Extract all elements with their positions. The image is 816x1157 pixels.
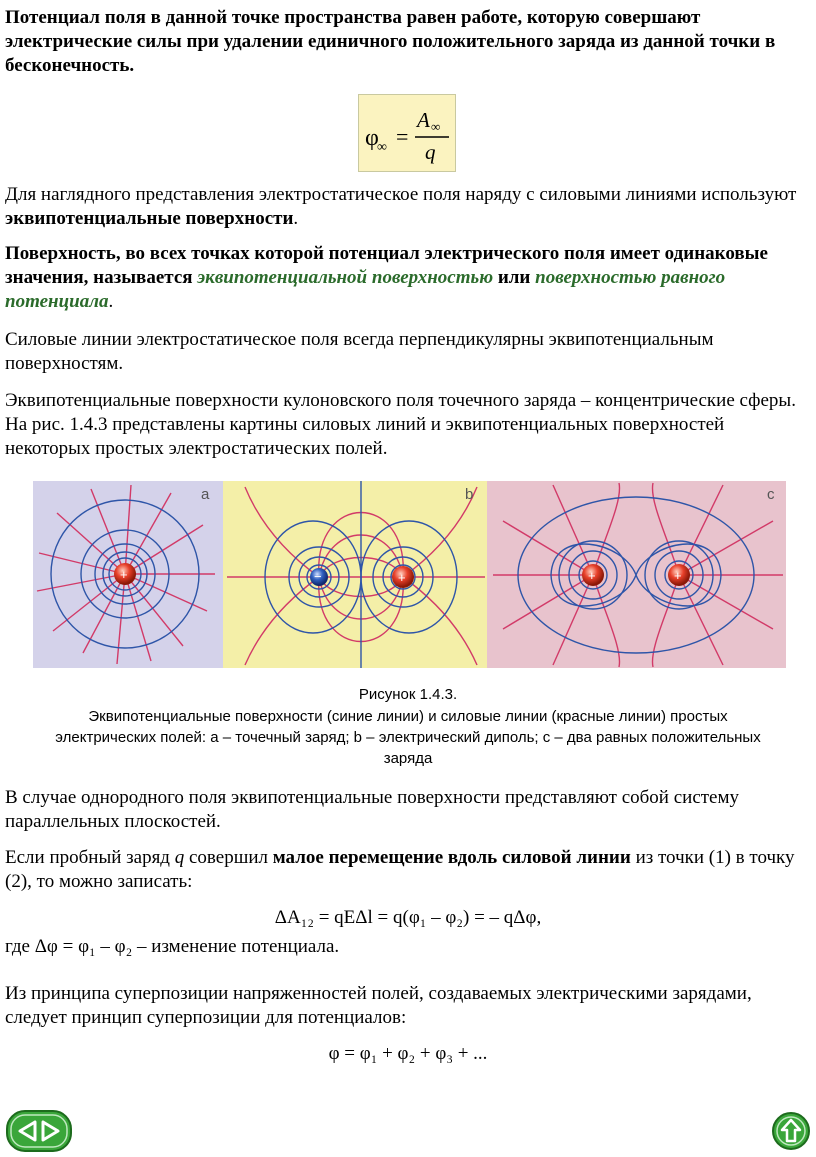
up-button[interactable] <box>771 1111 811 1156</box>
work-formula: ΔA₁₂ = qEΔl = q(φ₁ – φ₂) = – qΔφ, <box>274 907 542 928</box>
panel-c-charge1-sign: + <box>588 568 596 583</box>
panel-c-two-positive-charges <box>487 481 786 668</box>
panel-c-charge2-sign: + <box>674 568 682 583</box>
formula-eq: = <box>396 124 409 149</box>
paragraph-potential-change: где Δφ = φ₁ – φ₂ – изменение потенциала. <box>5 936 340 957</box>
formula-num-sub: ∞ <box>431 119 441 134</box>
paragraph-equipotential-definition: Поверхность, во всех точках которой потенциал электрического поля имеет одинаковые значения, называется эквипотенциальной поверхностью или поверхностью равного потенциала. <box>5 243 768 312</box>
potential-formula <box>358 94 456 172</box>
panel-b-negative-sign: − <box>314 569 322 584</box>
panel-c-label: c <box>767 486 775 503</box>
panel-a-point-charge <box>33 481 223 668</box>
formula-phi: φ <box>365 125 379 151</box>
formula-phi-sub: ∞ <box>377 140 387 155</box>
panel-b-positive-sign: + <box>398 570 406 585</box>
formula-den: q <box>425 140 436 164</box>
panel-b-dipole <box>223 481 487 668</box>
figure-caption-text: Эквипотенциальные поверхности (синие линии) и силовые линии (красные линии) простых электрических полей: a – точечный заряд; b – электрический диполь; c – два равных положительных заряда <box>55 708 761 767</box>
paragraph-small-displacement: Если пробный заряд q совершил малое перемещение вдоль силовой линии из точки (1) в точку (2), то можно записать: <box>5 847 795 892</box>
paragraph-concentric: Эквипотенциальные поверхности кулоновского поля точечного заряда – концентрические сферы. На рис. 1.4.3 представлены картины силовых линий и эквипотенциальных поверхностей некоторых простых электростатических полей. <box>5 390 796 459</box>
panel-b-label: b <box>465 486 474 503</box>
panel-a-charge-sign: + <box>120 567 128 582</box>
paragraph-equipotential-intro: Для наглядного представления электростатическое поля наряду с силовыми линиями используют эквипотенциальные поверхности. <box>5 184 797 229</box>
paragraph-perpendicular: Силовые линии электростатическое поля всегда перпендикулярны эквипотенциальным поверхностям. <box>5 329 714 374</box>
prev-next-buttons <box>6 1110 72 1157</box>
paragraph-uniform-field: В случае однородного поля эквипотенциальные поверхности представляют собой систему параллельных плоскостей. <box>5 787 740 832</box>
superposition-formula: φ = φ₁ + φ₂ + φ₃ + ... <box>328 1043 488 1064</box>
paragraph-superposition: Из принципа суперпозиции напряженностей полей, создаваемых электрическими зарядами, следует принцип суперпозиции для потенциалов: <box>5 983 752 1028</box>
formula-num: A <box>417 108 430 132</box>
definition-paragraph: Потенциал поля в данной точке пространства равен работе, которую совершают электрические силы при удалении единичного положительного заряда из данной точки в бесконечность. <box>5 7 776 76</box>
panel-a-label: a <box>201 486 210 503</box>
figure-caption-title: Рисунок 1.4.3. <box>358 686 458 703</box>
field-lines-figure <box>33 481 786 668</box>
